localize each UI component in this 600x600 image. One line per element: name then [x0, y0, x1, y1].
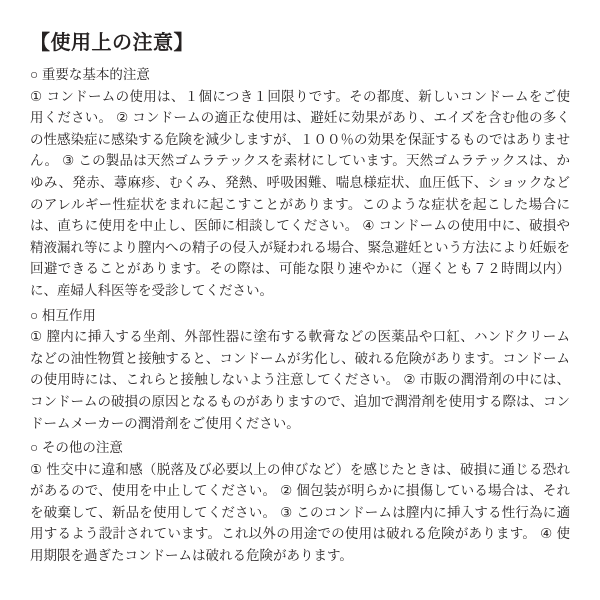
section-heading-interactions: ○ 相互作用 [30, 307, 96, 323]
page-title: 【使用上の注意】 [30, 32, 194, 54]
section-basic-precautions [30, 64, 570, 302]
section-body-basic-precautions: ① コンドームの使用は、１個につき１回限りです。その都度、新しいコンドームをご使用ください。 ② コンドームの適正な使用は、避妊に効果があり、エイズを含む他の多くの性感染症に感染する危険を減少しますが、１００％の効果を保証するものではありません。 ③ この製品は天然ゴムラテックスを素材にしています。天然ゴムラテックスは、かゆみ、発赤、蕁麻疹、むくみ、発熱、呼吸困難、喘息様症状、血圧低下、ショックなどのアレルギー性症状をまれに起こすことがあります。このような症状を起こした場合には、直ちに使用を中止し、医師に相談してください。 ④ コンドームの使用中に、破損や精液漏れ等により膣内への精子の侵入が疑われる場合、緊急避妊という方法により妊娠を回避できることがあります。その際は、可能な限り速やかに（遅くとも７２時間以内）に、産婦人科医等を受診してください。 [30, 88, 570, 298]
section-other-precautions [30, 437, 570, 567]
section-heading-other-precautions: ○ その他の注意 [30, 440, 123, 456]
section-body-interactions: ① 膣内に挿入する坐剤、外部性器に塗布する軟膏などの医薬品や口紅、ハンドクリームなどの油性物質と接触すると、コンドームが劣化し、破れる危険があります。コンドームの使用時には、これらと接触しないよう注意してください。 ② 市販の潤滑剤の中には、コンドームの破損の原因となるものがありますので、追加で潤滑剤を使用する際は、コンドームメーカーの潤滑剤をご使用ください。 [30, 329, 570, 431]
section-body-other-precautions: ① 性交中に違和感（脱落及び必要以上の伸びなど）を感じたときは、破損に通じる恐れがあるので、使用を中止してください。 ② 個包装が明らかに損傷している場合は、それを破棄して、新品を使用してください。 ③ このコンドームは膣内に挿入する性行為に適用するよう設計されています。これ以外の用途での使用は破れる危険があります。 ④ 使用期限を過ぎたコンドームは破れる危険があります。 [30, 461, 570, 564]
section-interactions [30, 305, 570, 435]
section-heading-basic-precautions: ○ 重要な基本的注意 [30, 67, 150, 82]
